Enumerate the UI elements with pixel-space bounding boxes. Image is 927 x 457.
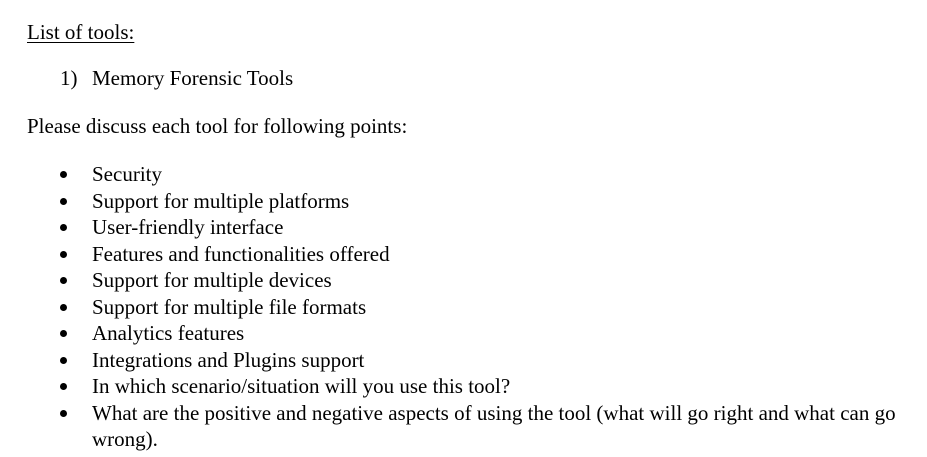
point-text: Support for multiple platforms [92,188,350,213]
bullet-icon [60,383,67,390]
point-text: Support for multiple devices [92,268,332,292]
bullet-icon [60,171,67,178]
point-item [0,161,927,188]
point-text: Features and functionalities offered [92,241,390,266]
bullet-icon [60,198,67,205]
point-item [0,347,927,374]
point-item [0,400,927,453]
point-item [0,294,927,321]
bullet-icon [60,330,67,337]
tool-name: Memory Forensic Tools [92,66,294,90]
point-text: In which scenario/situation will you use this tool? [92,374,511,398]
point-item [0,214,927,241]
point-item [0,241,927,268]
discussion-points-list [0,161,927,453]
point-item [0,188,927,215]
point-text: User-friendly interface [92,215,284,239]
point-text: Security [92,162,162,186]
instruction-text: Please discuss each tool for following points: [27,114,408,138]
point-text: Analytics features [92,321,245,345]
bullet-icon [60,304,67,311]
point-item [0,320,927,347]
list-heading: List of tools: [27,20,135,44]
point-item [0,373,927,400]
bullet-icon [60,410,67,417]
bullet-icon [60,251,67,258]
list-number: 1) [60,66,78,90]
point-text: Support for multiple file formats [92,294,367,319]
bullet-icon [60,357,67,364]
point-text: Integrations and Plugins support [92,347,365,372]
point-item [0,267,927,294]
bullet-icon [60,277,67,284]
bullet-icon [60,224,67,231]
point-text: What are the positive and negative aspects of using the tool (what will go right and what can go wrong). [92,400,896,451]
